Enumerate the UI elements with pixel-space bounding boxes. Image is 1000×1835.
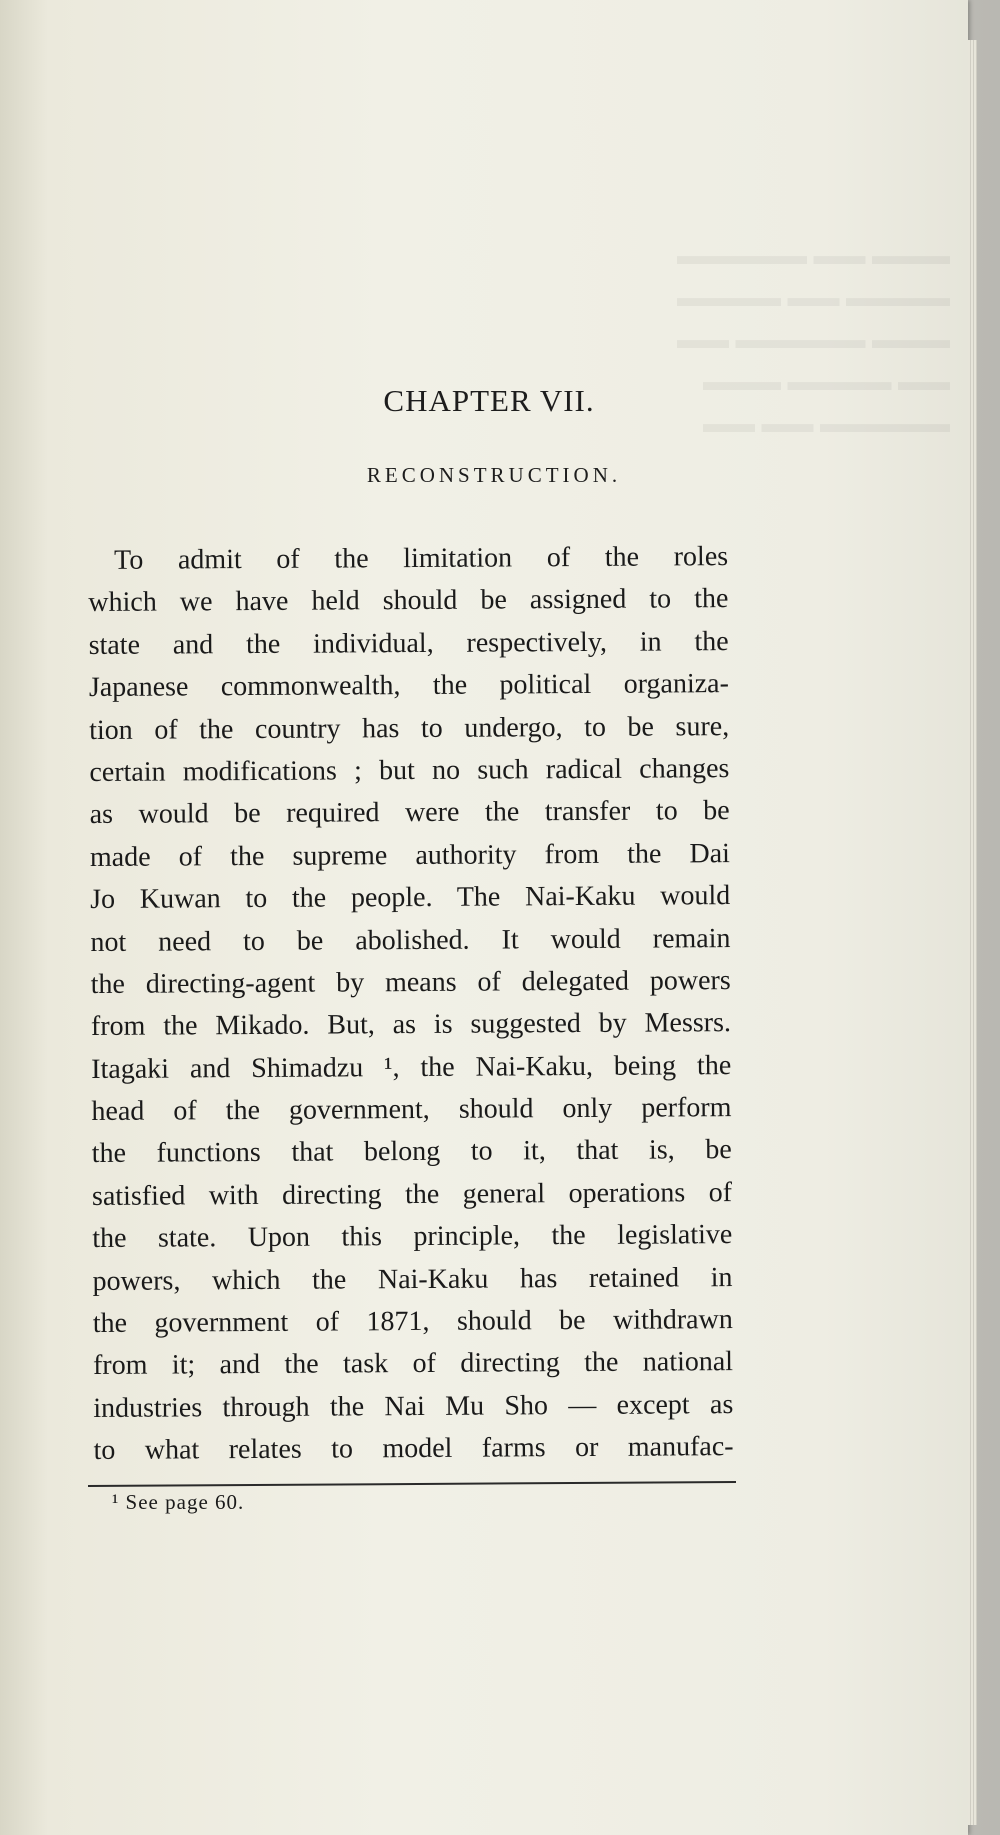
body-paragraph [88, 536, 734, 1472]
text-line: which we have held should be assigned to the [88, 583, 729, 619]
text-line: head of the government, should only perform [91, 1092, 732, 1128]
text-line: the functions that belong to it, that is, be [91, 1134, 732, 1170]
text-line: the state. Upon this principle, the legislative [92, 1219, 733, 1255]
text-line: tion of the country has to undergo, to be sure, [89, 710, 730, 746]
text-line: Japanese commonwealth, the political organiza- [88, 668, 729, 704]
text-line: the government of 1871, should be withdrawn [92, 1304, 733, 1340]
show-through-text: ▬▬▬ ▬▬ ▬▬▬▬▬ ▬▬▬▬ ▬▬ ▬▬▬▬ ▬▬▬ ▬▬▬▬▬ ▬▬ ▬▬ ▬▬▬▬ ▬▬▬ ▬▬▬▬▬ ▬▬ ▬▬ [677, 241, 950, 438]
footnote: ¹ See page 60. [112, 1490, 245, 1514]
text-line: not need to be abolished. It would remain [90, 922, 731, 958]
text-line: from it; and the task of directing the national [92, 1346, 734, 1382]
text-line: the directing-agent by means of delegated powers [90, 964, 731, 1000]
text-line: Jo Kuwan to the people. The Nai-Kaku would [90, 880, 731, 916]
text-line: industries through the Nai Mu Sho — except as [93, 1388, 734, 1424]
text-line: from the Mikado. But, as is suggested by Messrs. [90, 1007, 732, 1043]
text-line: to what relates to model farms or manufac- [93, 1431, 734, 1467]
text-line: state and the individual, respectively, in the [88, 625, 729, 661]
chapter-title: CHAPTER VII. [383, 383, 595, 418]
text-line: made of the supreme authority from the Dai [89, 837, 731, 873]
page-stack-edge [968, 40, 977, 1825]
text-line: powers, which the Nai-Kaku has retained in [92, 1261, 733, 1297]
text-line: satisfied with directing the general operations of [91, 1176, 733, 1212]
text-line: as would be required were the transfer to be [89, 795, 730, 831]
chapter-subtitle: RECONSTRUCTION. [366, 463, 622, 487]
text-line: To admit of the limitation of the roles [114, 541, 729, 576]
footnote-divider [88, 1481, 736, 1487]
text-line: Itagaki and Shimadzu ¹, the Nai-Kaku, being the [91, 1049, 732, 1085]
text-line: certain modifications ; but no such radical changes [89, 753, 730, 788]
